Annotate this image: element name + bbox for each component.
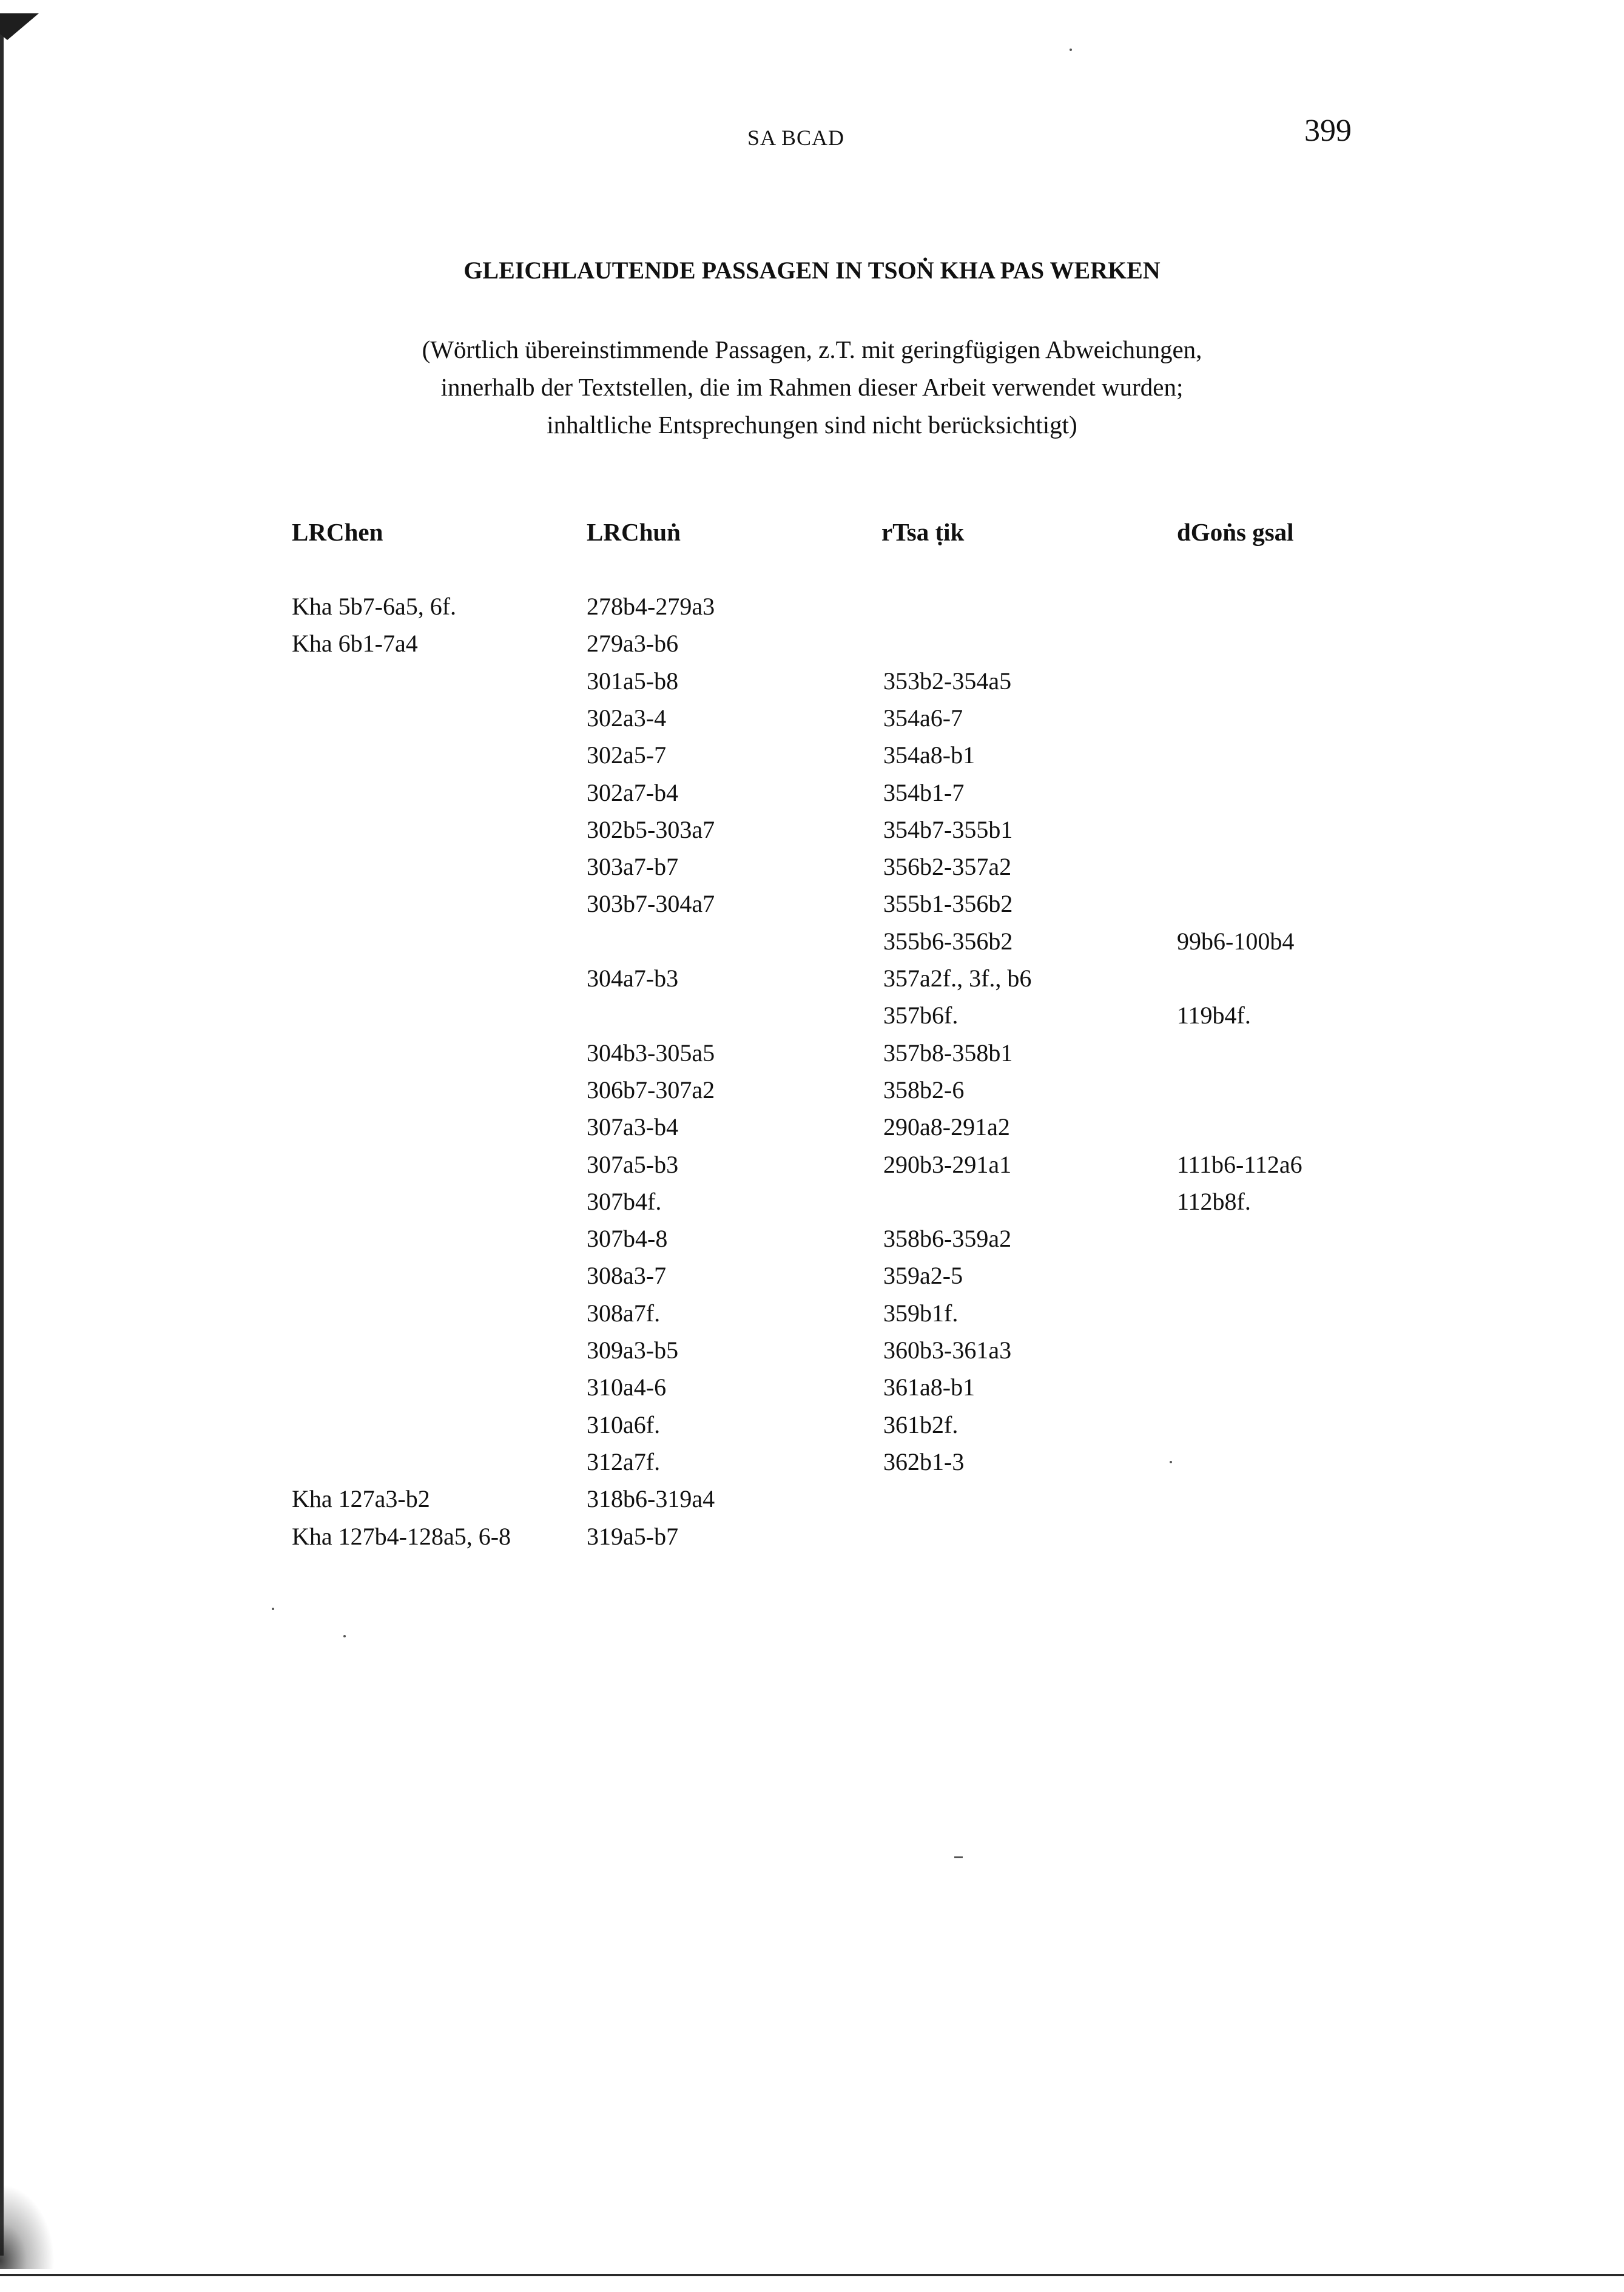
rtsa-tik-cell: 354b1-7 [883, 779, 965, 806]
rtsa-tik-cell: 354a6-7 [883, 704, 963, 732]
subtitle-line: (Wörtlich übereinstimmende Passagen, z.T. mit geringfügigen Abweichungen, [422, 335, 1202, 363]
rtsa-tik-cell: 353b2-354a5 [883, 667, 1012, 695]
lrchun-cell: 310a6f. [587, 1411, 661, 1438]
lrchun-cell: 308a7f. [587, 1299, 661, 1327]
rtsa-tik-cell: 362b1-3 [883, 1448, 965, 1475]
column-header-dgons-gsal: dGoṅs gsal [1177, 518, 1294, 546]
rtsa-tik-cell: 357b8-358b1 [883, 1039, 1013, 1067]
rtsa-tik-cell: 358b6-359a2 [883, 1225, 1012, 1252]
lrchun-cell: 308a3-7 [587, 1262, 667, 1289]
rtsa-tik-cell: 360b3-361a3 [883, 1336, 1012, 1364]
dgons-gsal-cell: 111b6-112a6 [1177, 1151, 1302, 1178]
subtitle-line: inhaltliche Entsprechungen sind nicht berücksichtigt) [547, 411, 1077, 439]
scan-speck [954, 1856, 963, 1858]
scan-binding-notch [0, 13, 39, 40]
lrchun-cell: 309a3-b5 [587, 1336, 679, 1364]
scan-shadow [0, 2184, 55, 2269]
lrchen-cell: Kha 5b7-6a5, 6f. [292, 593, 457, 620]
lrchun-cell: 304a7-b3 [587, 965, 679, 992]
lrchun-cell: 303a7-b7 [587, 853, 679, 880]
rtsa-tik-cell: 354a8-b1 [883, 741, 975, 769]
rtsa-tik-cell: 359b1f. [883, 1299, 959, 1327]
rtsa-tik-cell: 359a2-5 [883, 1262, 963, 1289]
lrchun-cell: 307b4f. [587, 1188, 662, 1215]
rtsa-tik-cell: 357b6f. [883, 1002, 959, 1029]
dgons-gsal-cell: 112b8f. [1177, 1188, 1251, 1215]
subtitle-line: innerhalb der Textstellen, die im Rahmen dieser Arbeit verwendet wurden; [440, 373, 1184, 401]
scan-speck [272, 1608, 274, 1610]
rtsa-tik-cell: 355b1-356b2 [883, 890, 1013, 917]
lrchun-cell: 279a3-b6 [587, 630, 679, 657]
dgons-gsal-cell: 119b4f. [1177, 1002, 1251, 1029]
page-title: GLEICHLAUTENDE PASSAGEN IN TSOṄ KHA PAS WERKEN [463, 257, 1161, 284]
lrchun-cell: 302a5-7 [587, 741, 667, 769]
column-header-rtsa-tik: rTsa ṭik [881, 518, 965, 546]
dgons-gsal-cell: 99b6-100b4 [1177, 928, 1295, 955]
scan-speck [1070, 49, 1072, 51]
rtsa-tik-cell: 361b2f. [883, 1411, 959, 1438]
rtsa-tik-cell: 356b2-357a2 [883, 853, 1012, 880]
lrchun-cell: 306b7-307a2 [587, 1076, 715, 1104]
lrchun-cell: 302a3-4 [587, 704, 667, 732]
rtsa-tik-cell: 355b6-356b2 [883, 928, 1013, 955]
lrchun-cell: 307a5-b3 [587, 1151, 679, 1178]
column-header-lrchen: LRChen [292, 518, 383, 546]
lrchun-cell: 310a4-6 [587, 1374, 667, 1401]
column-header-lrchun: LRChuṅ [587, 518, 681, 546]
lrchun-cell: 302a7-b4 [587, 779, 679, 806]
lrchun-cell: 303b7-304a7 [587, 890, 715, 917]
subtitle [0, 331, 1624, 443]
lrchen-cell: Kha 127a3-b2 [292, 1485, 430, 1512]
lrchun-cell: 319a5-b7 [587, 1523, 679, 1550]
rtsa-tik-cell: 290a8-291a2 [883, 1113, 1010, 1141]
rtsa-tik-cell: 357a2f., 3f., b6 [883, 965, 1032, 992]
rtsa-tik-cell: 290b3-291a1 [883, 1151, 1012, 1178]
scan-speck [1170, 1461, 1172, 1463]
rtsa-tik-cell: 354b7-355b1 [883, 816, 1013, 843]
lrchun-cell: 312a7f. [587, 1448, 661, 1475]
lrchen-cell: Kha 127b4-128a5, 6-8 [292, 1523, 511, 1550]
rtsa-tik-cell: 358b2-6 [883, 1076, 965, 1104]
scan-bottom-edge [0, 2274, 1624, 2276]
scan-speck [343, 1635, 346, 1637]
lrchun-cell: 302b5-303a7 [587, 816, 715, 843]
lrchen-cell: Kha 6b1-7a4 [292, 630, 418, 657]
lrchun-cell: 278b4-279a3 [587, 593, 715, 620]
lrchun-cell: 304b3-305a5 [587, 1039, 715, 1067]
lrchun-cell: 307a3-b4 [587, 1113, 679, 1141]
page-number: 399 [1304, 113, 1352, 148]
lrchun-cell: 307b4-8 [587, 1225, 668, 1252]
running-head: SA BCAD [747, 126, 845, 150]
lrchun-cell: 301a5-b8 [587, 667, 679, 695]
rtsa-tik-cell: 361a8-b1 [883, 1374, 975, 1401]
lrchun-cell: 318b6-319a4 [587, 1485, 715, 1512]
